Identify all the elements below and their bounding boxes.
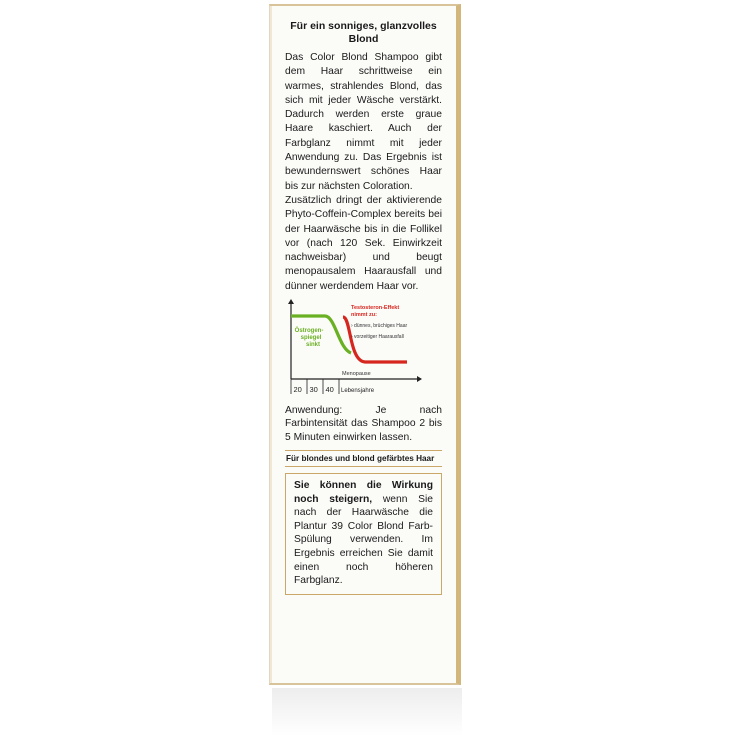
usage-instructions: Anwendung: Je nach Farbintensität das Shampoo 2 bis 5 Minuten einwirken lassen. [285,405,442,443]
hormone-chart [285,299,435,399]
testosterone-item-1: › dünnes, brüchiges Haar [351,323,408,330]
divider-bottom [285,466,442,467]
panel-content [285,20,442,595]
testosterone-title-2: nimmt zu: [351,312,377,319]
chart-y-arrow [288,299,294,304]
estrogen-label-3: sinkt [305,342,321,349]
testosterone-title-1: Testosteron-Effekt [351,305,400,312]
chart-x-tick-label: 40 [325,385,334,395]
chart-x-unit: Lebensjahre [341,388,375,395]
box-reflection [272,688,462,736]
estrogen-label-1: Östrogen- [294,328,324,335]
chart-x-tick-label: 30 [309,385,318,395]
menopause-label: Menopause [342,371,371,378]
tip-text: wenn Sie nach der Haarwäsche die Plantur 39 Color Blond Farb-Spülung verwenden. Im Ergebnis erreichen Sie damit einen noch höheren Farbglanz. [294,493,433,587]
tip-bold-text: Sie können die Wirkung noch steigern, [294,479,433,505]
hair-type-note: Für blondes und blond gefärbtes Haar [286,453,435,463]
hormone-chart-svg [285,299,435,399]
testosterone-item-2: › vorzeitiger Haarausfall [351,334,404,341]
description-paragraph: Das Color Blond Shampoo gibt dem Haar schrittweise ein warmes, strahlendes Blond, das sich mit jeder Wäsche verstärkt. Dadurch werden erste graue Haare kaschiert. Auch der Farbglanz nimmt mit jeder Anwendung zu. Das Ergebnis ist bewundernswert schönes Haar bis zur nächsten Coloration. [285,52,442,192]
chart-x-arrow [417,376,422,382]
panel-heading: Für ein sonniges, glanzvolles Blond [290,20,437,45]
estrogen-label-2: spiegel [300,335,322,342]
product-box-side-panel [269,4,461,685]
chart-x-tick-label: 20 [293,385,302,395]
tip-box [285,473,442,595]
caffeine-paragraph: Zusätzlich dringt der aktivierende Phyto-Coffein-Complex bereits bei der Haarwäsche bis in die Follikel vor (nach 120 Sek. Einwirkzeit nachweisbar) und beugt menopausalem Haarausfall und dünner werdendem Haar vor. [285,194,442,292]
